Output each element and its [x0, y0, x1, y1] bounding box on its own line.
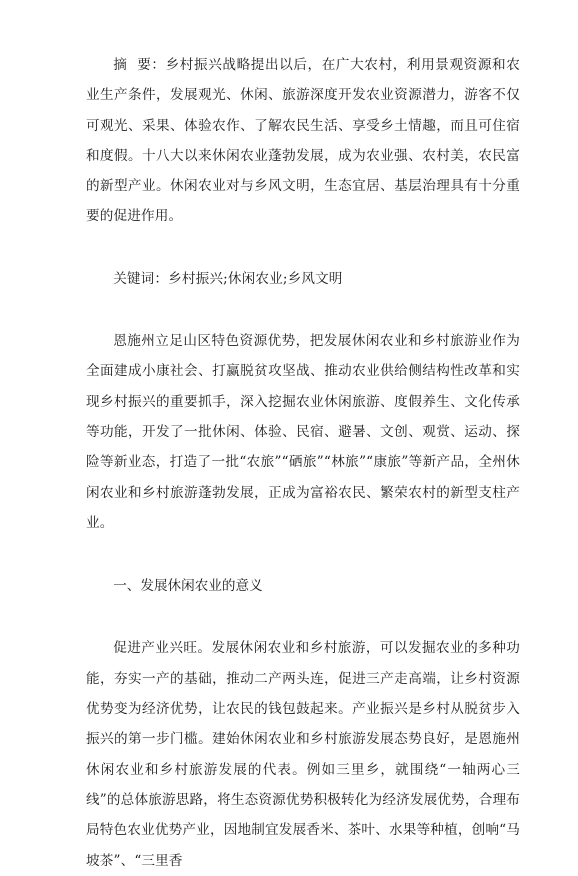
section-paragraph: 促进产业兴旺。发展休闲农业和乡村旅游，可以发掘农业的多种功能，夯实一产的基础，推动二产两头连，促进三产走高端，让乡村资源优势变为经济优势，让农民的钱包鼓起来。产业振兴是乡村从脱贫步入振兴的第一步门槛。建始休闲农业和乡村旅游发展态势良好，是恩施州休闲农业和乡村旅游发展的代表。例如三里乡，就围绕“一轴两心三线”的总体旅游思路，将生态资源优势积极转化为经济发展优势，合理布局特色农业优势产业，因地制宜发展香米、茶叶、水果等种植，创响“马坡茶”、“三里香: [86, 640, 520, 869]
abstract-paragraph: [86, 50, 520, 232]
keywords-text: 乡村振兴;休闲农业;乡风文明: [168, 270, 343, 287]
intro-paragraph: 恩施州立足山区特色资源优势，把发展休闲农业和乡村旅游业作为全面建成小康社会、打赢脱贫攻坚战、推动农业供给侧结构性改革和实现乡村振兴的重要抓手，深入挖掘农业休闲旅游、度假养生、文化传承等功能，开发了一批休闲、体验、民宿、避暑、文创、观赏、运动、探险等新业态，打造了一批“农旅”“硒旅”“林旅”“康旅”等新产品，全州休闲农业和乡村旅游蓬勃发展，正成为富裕农民、繁荣农村的新型支柱产业。: [86, 333, 520, 531]
keywords-label: 关键词：: [113, 270, 169, 287]
keywords-paragraph: [86, 264, 520, 294]
abstract-text: 乡村振兴战略提出以后，在广大农村，利用景观资源和农业生产条件，发展观光、休闲、旅游深度开发农业资源潜力，游客不仅可观光、采果、体验农作、了解农民生活、享受乡土情趣，而且可住宿和度假。十八大以来休闲农业蓬勃发展，成为农业强、农村美，农民富的新型产业。休闲农业对与乡风文明，生态宜居、基层治理具有十分重要的促进作用。: [86, 57, 520, 225]
abstract-label: 摘 要：: [113, 57, 166, 73]
section-heading: 一、发展休闲农业的意义: [113, 578, 263, 595]
document-page: [86, 50, 520, 876]
